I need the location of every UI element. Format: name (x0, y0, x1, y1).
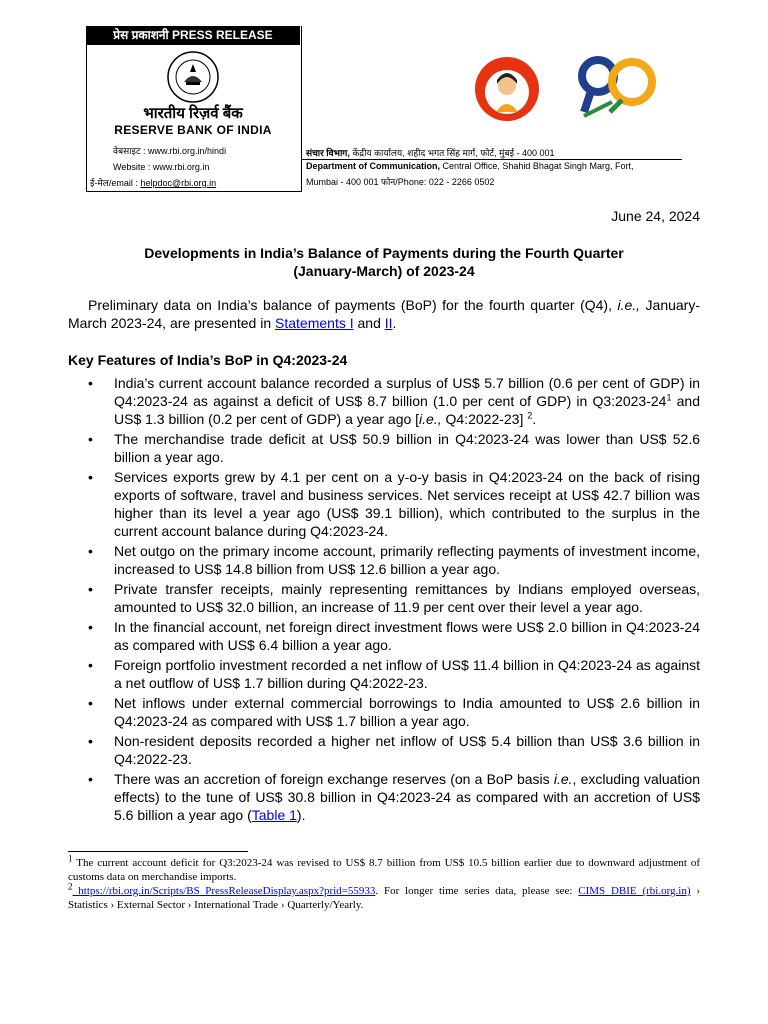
list-item: • Private transfer receipts, mainly representing remittances by Indians employed overseas, amounted to US$ 32.0 billion, an increase of 11.9 per cent over their level a year ago. (88, 580, 700, 616)
list-item: • Services exports grew by 4.1 per cent on a y-o-y basis in Q4:2023-24 on the back of rising exports of software, travel and business services. Net services receipt at US$ 42.7 billion was higher than its level a year ago (US$ 39.1 billion), which contributed to the surplus in the current account balance during Q4:2023-24. (88, 468, 700, 540)
list-item: • There was an accretion of foreign exchange reserves (on a BoP basis i.e., excluding valuation effects) to the tune of US$ 30.8 billion in Q4:2023-24 as compared with an accretion of US$ 5.6 billion a year ago (Table 1). (88, 770, 700, 824)
key-features-heading: Key Features of India’s BoP in Q4:2023-24 (68, 352, 348, 368)
footnote-2: $^2$ https://rbi.org.in/Scripts/BS_PressReleaseDisplay.aspx?prid=55933. For longer time series data, please see: CIMS DBIE (rbi.org.in) › Statistics › External Sector › International Trade › Quarterly/Yearly. (68, 881, 700, 911)
address-english-2: Mumbai - 400 001 फोन/Phone: 022 - 2266 0502 (306, 177, 495, 187)
list-item: • Net outgo on the primary income account, primarily reflecting payments of investment income, increased to US$ 14.8 billion from US$ 12.6 billion a year ago. (88, 542, 700, 578)
statements-i-link[interactable]: Statements I (275, 315, 354, 331)
email-line: ई-मेल/email : helpdoc@rbi.org.in (90, 178, 217, 188)
table-1-link[interactable]: Table 1 (251, 807, 297, 823)
cims-dbie-link[interactable]: CIMS DBIE (rbi.org.in) (578, 885, 691, 897)
org-name-english: RESERVE BANK OF INDIA (114, 123, 272, 137)
website-line: Website : www.rbi.org.in (113, 162, 210, 172)
list-item: • In the financial account, net foreign direct investment flows were US$ 2.0 billion in Q4:2023-24 as compared with US$ 6.4 billion a year ago. (88, 618, 700, 654)
list-item: • The merchandise trade deficit at US$ 50.9 billion in Q4:2023-24 was lower than US$ 52.6 billion a year ago. (88, 430, 700, 466)
list-item: • Net inflows under external commercial borrowings to India amounted to US$ 2.6 billion in Q4:2023-24 as compared with US$ 1.7 billion a year ago. (88, 694, 700, 730)
footnote-divider (68, 851, 248, 852)
footnotes (68, 853, 700, 912)
statements-ii-link[interactable]: II (384, 315, 393, 331)
list-item: • India’s current account balance recorded a surplus of US$ 5.7 billion (0.6 per cent of GDP) in Q4:2023-24 as against a deficit of US$ 8.7 billion (1.0 per cent of GDP) in $Q3:2023-24^1$ and US$ 1.3 billion (0.2 per cent of GDP) a year ago [i.e., Q4:2022-23] $^2$. (88, 374, 700, 428)
girl-mascot-logo-icon (474, 56, 540, 122)
address-english: Department of Communication, Central Office, Shahid Bhagat Singh Marg, Fort, (306, 161, 634, 171)
footnote-1: $^1$ The current account deficit for Q3:2023-24 was revised to US$ 8.7 billion from US$ 10.5 billion earlier due to downward adjustment of customs data on merchandise imports. (68, 853, 700, 883)
website-link[interactable]: www.rbi.org.in (152, 162, 210, 172)
address-divider (302, 159, 682, 160)
key-features-list (88, 374, 700, 826)
press-release-banner: प्रेस प्रकाशनी PRESS RELEASE (86, 26, 300, 45)
list-item: • Foreign portfolio investment recorded a net inflow of US$ 11.4 billion in Q4:2023-24 as against a net outflow of US$ 1.7 billion during Q4:2022-23. (88, 656, 700, 692)
page-title: Developments in India’s Balance of Payments during the Fourth Quarter (January-March) of 2023-24 (144, 245, 624, 279)
website-hindi-line: वेबसाइट : www.rbi.org.in/hindi (113, 146, 227, 156)
rbi-90-years-logo-icon (578, 52, 656, 124)
press-release-link[interactable]: https://rbi.org.in/Scripts/BS_PressReleaseDisplay.aspx?prid=55933 (72, 885, 376, 897)
org-name-hindi: भारतीय रिज़र्व बैंक (143, 105, 243, 122)
website-hindi-link[interactable]: www.rbi.org.in/hindi (148, 146, 227, 156)
address-hindi: संचार विभाग, केंद्रीय कार्यालय, शहीद भगत सिंह मार्ग, फोर्ट, मुंबई - 400 001 (306, 148, 555, 158)
release-date: June 24, 2024 (611, 208, 700, 224)
email-link[interactable]: helpdoc@rbi.org.in (140, 178, 217, 188)
rbi-emblem-icon (166, 50, 220, 104)
list-item: • Non-resident deposits recorded a higher net inflow of US$ 5.4 billion than US$ 3.6 billion in Q4:2022-23. (88, 732, 700, 768)
intro-paragraph: Preliminary data on India’s balance of payments (BoP) for the fourth quarter (Q4), i.e., January-March 2023-24, are presented in Statements I and II. (68, 297, 701, 331)
